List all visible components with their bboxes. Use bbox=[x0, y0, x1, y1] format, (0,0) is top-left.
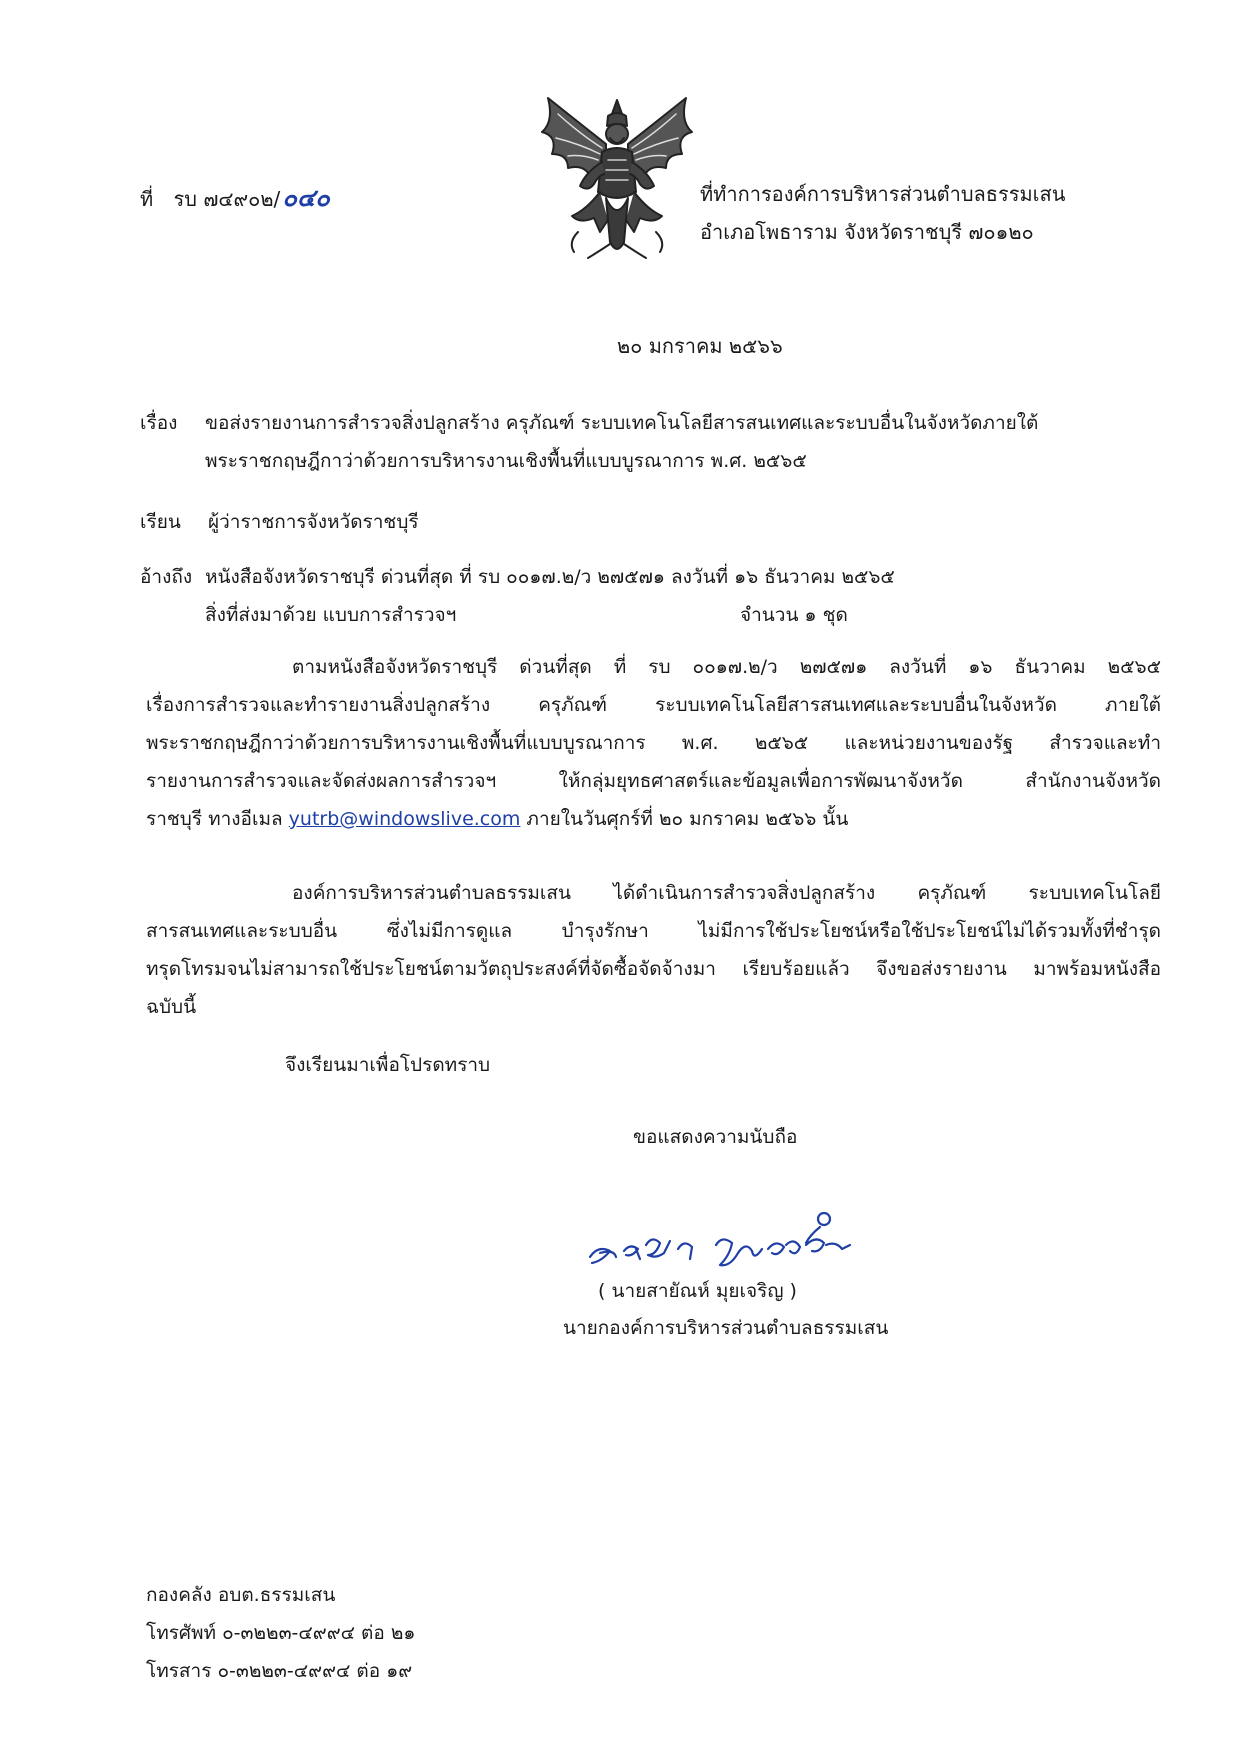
recipient-value: ผู้ว่าราชการจังหวัดราชบุรี bbox=[208, 511, 419, 533]
closing-line: จึงเรียนมาเพื่อโปรดทราบ bbox=[285, 1054, 491, 1076]
recipient-label: เรียน bbox=[140, 511, 181, 533]
footer-fax: โทรสาร ๐-๓๒๒๓-๔๙๙๔ ต่อ ๑๙ bbox=[146, 1660, 413, 1682]
paragraph-line bbox=[146, 800, 1161, 838]
body-paragraph-1 bbox=[146, 648, 1161, 838]
body-paragraph-2 bbox=[146, 874, 1161, 1026]
footer-phone: โทรศัพท์ ๐-๓๒๒๓-๔๙๙๔ ต่อ ๒๑ bbox=[146, 1622, 416, 1644]
signatory-position: นายกองค์การบริหารส่วนตำบลธรรมเสน bbox=[563, 1317, 889, 1339]
garuda-emblem-icon bbox=[528, 92, 706, 262]
reference-label: อ้างถึง bbox=[140, 566, 193, 588]
enclosure-label: สิ่งที่ส่งมาด้วย แบบการสำรวจฯ bbox=[205, 604, 457, 626]
paragraph-line: สารสนเทศและระบบอื่น ซึ่งไม่มีการดูแล บำรุงรักษา ไม่มีการใช้ประโยชน์หรือใช้ประโยชน์ไม่ได้รวมทั้งที่ชำรุด bbox=[146, 920, 1161, 942]
letter-date: ๒๐ มกราคม ๒๕๖๖ bbox=[617, 334, 783, 358]
office-address-line1: ที่ทำการองค์การบริหารส่วนตำบลธรรมเสน bbox=[700, 182, 1066, 206]
document-number bbox=[140, 178, 330, 217]
signatory-name: ( นายสายัณห์ มุยเจริญ ) bbox=[598, 1280, 797, 1302]
footer-division: กองคลัง อบต.ธรรมเสน bbox=[146, 1584, 336, 1606]
email-suffix: ภายในวันศุกร์ที่ ๒๐ มกราคม ๒๕๖๖ นั้น bbox=[520, 808, 849, 830]
valediction: ขอแสดงความนับถือ bbox=[633, 1126, 798, 1148]
handwritten-signature bbox=[580, 1205, 880, 1275]
paragraph-line: ตามหนังสือจังหวัดราชบุรี ด่วนที่สุด ที่ รบ ๐๐๑๗.๒/ว ๒๗๕๗๑ ลงวันที่ ๑๖ ธันวาคม ๒๕๖๕ bbox=[292, 656, 1161, 678]
paragraph-line: รายงานการสำรวจและจัดส่งผลการสำรวจฯ ให้กลุ่มยุทธศาสตร์และข้อมูลเพื่อการพัฒนาจังหวัด สำนักงานจังหวัด bbox=[146, 770, 1161, 792]
email-link[interactable]: yutrb@windowslive.com bbox=[288, 808, 521, 830]
enclosure-count: จำนวน ๑ ชุด bbox=[740, 604, 848, 626]
email-prefix: ราชบุรี ทางอีเมล bbox=[146, 808, 289, 830]
paragraph-line: เรื่องการสำรวจและทำรายงานสิ่งปลูกสร้าง ครุภัณฑ์ ระบบเทคโนโลยีสารสนเทศและระบบอื่นในจังหวัด ภายใต้ bbox=[146, 694, 1161, 716]
doc-number-label: ที่ bbox=[140, 187, 154, 211]
office-address-line2: อำเภอโพธาราม จังหวัดราชบุรี ๗๐๑๒๐ bbox=[700, 220, 1034, 244]
paragraph-line: องค์การบริหารส่วนตำบลธรรมเสน ได้ดำเนินการสำรวจสิ่งปลูกสร้าง ครุภัณฑ์ ระบบเทคโนโลยี bbox=[292, 882, 1161, 904]
paragraph-line: ทรุดโทรมจนไม่สามารถใช้ประโยชน์ตามวัตถุประสงค์ที่จัดซื้อจัดจ้างมา เรียบร้อยแล้ว จึงขอส่งรายงาน มาพร้อมหนังสือ bbox=[146, 958, 1161, 980]
doc-number-handwritten: ๐๔๐ bbox=[282, 183, 330, 212]
reference-value: หนังสือจังหวัดราชบุรี ด่วนที่สุด ที่ รบ ๐๐๑๗.๒/ว ๒๗๕๗๑ ลงวันที่ ๑๖ ธันวาคม ๒๕๖๕ bbox=[205, 566, 895, 588]
subject-label: เรื่อง bbox=[140, 412, 178, 434]
doc-number-value: รบ ๗๔๙๐๒/ bbox=[173, 187, 281, 211]
subject-line-2: พระราชกฤษฎีกาว่าด้วยการบริหารงานเชิงพื้นที่แบบบูรณาการ พ.ศ. ๒๕๖๕ bbox=[205, 450, 807, 472]
paragraph-line: ฉบับนี้ bbox=[146, 996, 197, 1018]
paragraph-line: พระราชกฤษฎีกาว่าด้วยการบริหารงานเชิงพื้นที่แบบบูรณาการ พ.ศ. ๒๕๖๕ และหน่วยงานของรัฐ สำรวจและทำ bbox=[146, 732, 1161, 754]
subject-line-1: ขอส่งรายงานการสำรวจสิ่งปลูกสร้าง ครุภัณฑ์ ระบบเทคโนโลยีสารสนเทศและระบบอื่นในจังหวัดภายใต้ bbox=[205, 412, 1039, 434]
